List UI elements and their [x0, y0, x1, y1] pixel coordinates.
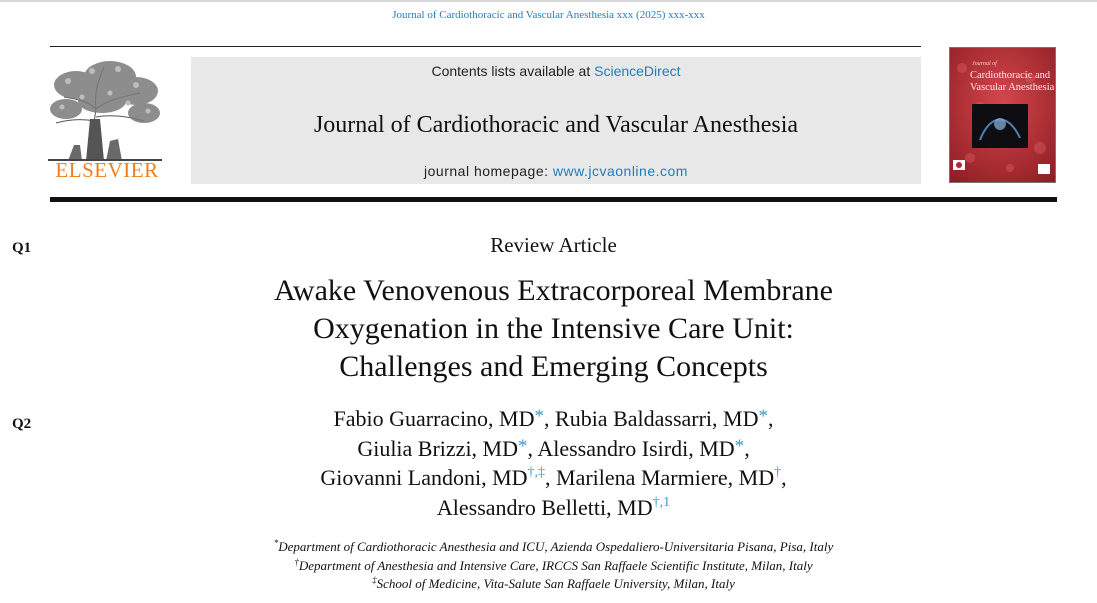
- running-head: Journal of Cardiothoracic and Vascular Anesthesia xxx (2025) xxx-xxx: [392, 9, 705, 21]
- author-affiliation-mark[interactable]: *: [734, 435, 745, 457]
- author-name: Alessandro Isirdi, MD: [537, 435, 735, 461]
- elsevier-tree-icon: [48, 57, 162, 161]
- author-affiliation-mark[interactable]: †: [774, 465, 782, 480]
- query-marker-q1[interactable]: Q1: [12, 240, 32, 256]
- title-line: Oxygenation in the Intensive Care Unit:: [313, 312, 794, 345]
- sciencedirect-link[interactable]: ScienceDirect: [594, 63, 681, 79]
- author-line: Giovanni Landoni, MD†,‡, Marilena Marmiere, MD†,: [320, 465, 787, 490]
- author-line: Giulia Brizzi, MD*, Alessandro Isirdi, MD*,: [357, 435, 750, 461]
- header-rule: [50, 46, 921, 47]
- contents-prefix: Contents lists available at: [431, 63, 595, 79]
- affiliation-mark: *: [273, 538, 279, 548]
- author-name: Fabio Guarracino, MD: [333, 406, 535, 431]
- affiliation-text: Department of Anesthesia and Intensive Care, IRCCS San Raffaele Scientific Institute, Milan, Italy: [298, 557, 813, 573]
- author-line: [0, 493, 1097, 523]
- title-line: Awake Venovenous Extracorporeal Membrane: [274, 274, 833, 307]
- affiliation: [0, 557, 1097, 576]
- title-line: Challenges and Emerging Concepts: [339, 350, 768, 383]
- top-border: [0, 0, 1097, 2]
- author-affiliation-mark[interactable]: *: [758, 406, 768, 427]
- elsevier-logo[interactable]: [48, 57, 166, 185]
- masthead-rule: [50, 197, 1057, 202]
- homepage-line: [191, 163, 921, 179]
- author-affiliation-mark[interactable]: *: [518, 435, 528, 457]
- journal-banner: [191, 57, 921, 184]
- journal-cover-image: [950, 48, 1055, 182]
- query-marker-q2[interactable]: Q2: [12, 416, 32, 432]
- homepage-prefix: journal homepage:: [424, 163, 553, 179]
- author-name: Alessandro Belletti, MD: [436, 494, 653, 520]
- author-name: Marilena Marmiere, MD: [556, 465, 775, 490]
- article-title: [0, 272, 1097, 386]
- author-affiliation-mark[interactable]: †,1: [652, 494, 671, 510]
- author-affiliation-mark[interactable]: *: [534, 406, 545, 427]
- cover-line-3: Vascular Anesthesia: [970, 82, 1055, 93]
- journal-homepage-link[interactable]: www.jcvaonline.com: [552, 163, 688, 179]
- author-affiliation-mark[interactable]: †,‡: [527, 465, 546, 480]
- author-line: Fabio Guarracino, MD*, Rubia Baldassarri, MD*,: [333, 406, 774, 431]
- affiliation: [0, 538, 1097, 557]
- author-name: Giulia Brizzi, MD: [357, 435, 519, 461]
- affiliation-text: School of Medicine, Vita-Salute San Raffaele University, Milan, Italy: [376, 576, 735, 591]
- cover-line-2: Cardiothoracic and: [970, 70, 1051, 81]
- article-type: Review Article: [490, 233, 617, 257]
- cover-line-1: Journal of: [972, 61, 997, 67]
- journal-cover-thumbnail[interactable]: [949, 47, 1056, 183]
- author-name: Giovanni Landoni, MD: [320, 465, 528, 490]
- elsevier-wordmark: ELSEVIER: [55, 158, 159, 182]
- contents-line: [191, 63, 921, 79]
- affiliation: [0, 575, 1097, 594]
- journal-title: Journal of Cardiothoracic and Vascular Anesthesia: [313, 112, 799, 138]
- author-name: Rubia Baldassarri, MD: [555, 406, 759, 431]
- affiliation-text: Department of Cardiothoracic Anesthesia and ICU, Azienda Ospedaliero-Universitaria Pisana, Pisa, Italy: [278, 539, 834, 554]
- affiliation-mark: †: [294, 556, 299, 567]
- affiliation-mark: ‡: [372, 575, 377, 585]
- affiliation-list: [0, 538, 1097, 594]
- author-list: [0, 404, 1097, 522]
